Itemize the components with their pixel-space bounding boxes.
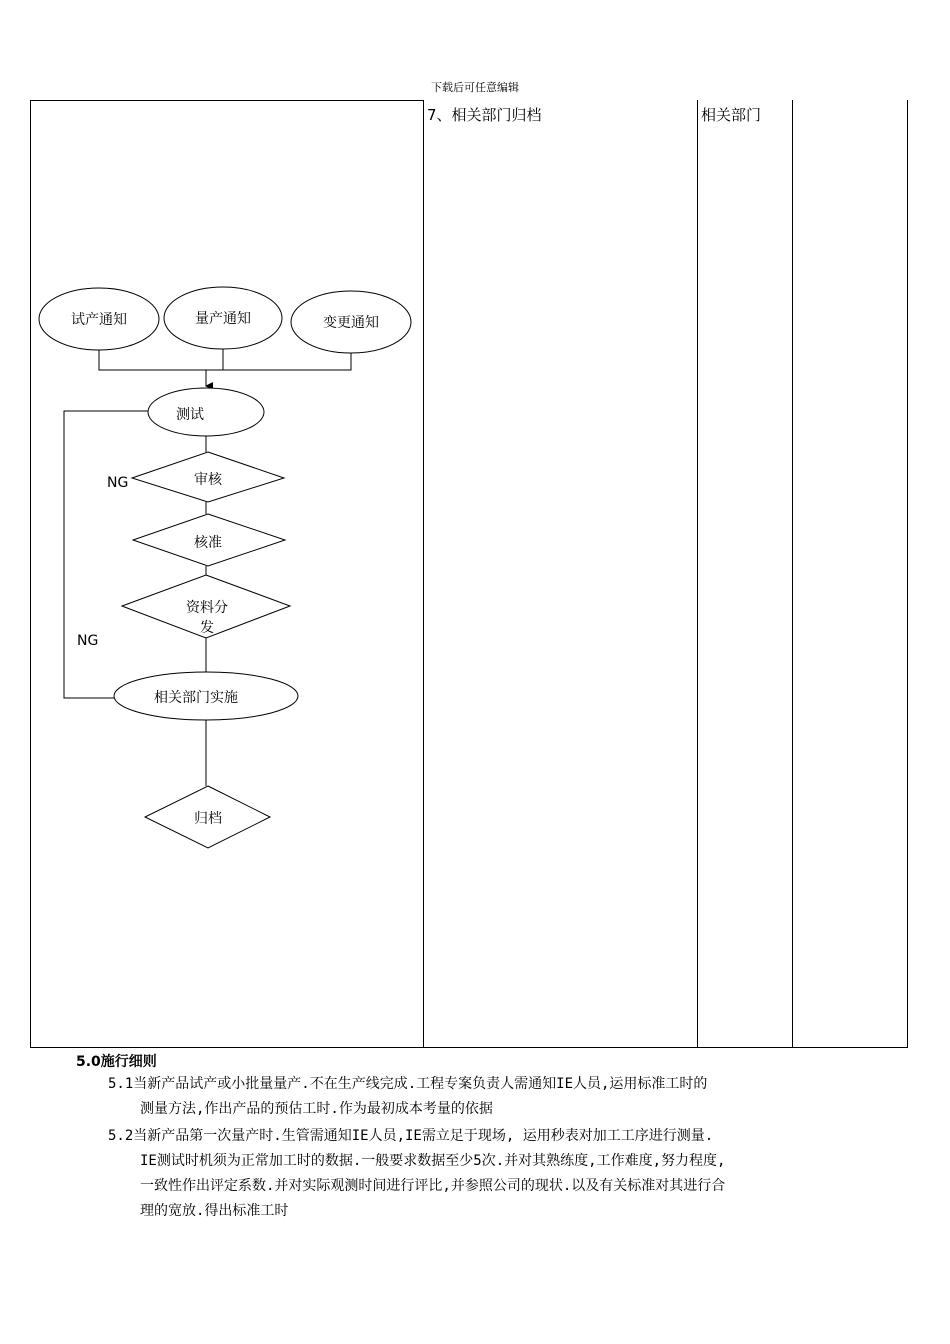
- header-note: 下载后可任意编辑: [431, 81, 519, 94]
- node-approve: [133, 514, 285, 566]
- node-test: [148, 388, 264, 436]
- node-distribute: [122, 575, 290, 638]
- node-test-label: 测试: [176, 407, 204, 423]
- paragraph-5-2-line-2: IE测试时机须为正常加工时的数据.一般要求数据至少5次.并对其熟练度,工作难度,努力程度,: [140, 1153, 726, 1169]
- node-implement-label: 相关部门实施: [154, 690, 238, 706]
- step-text: 7、相关部门归档: [427, 106, 542, 124]
- node-approve-label: 核准: [194, 535, 222, 551]
- node-trial-notice-label: 试产通知: [71, 312, 127, 328]
- ng-loop: [64, 411, 148, 698]
- node-review-label: 审核: [194, 472, 222, 488]
- node-mass-notice-label: 量产通知: [195, 311, 251, 327]
- paragraph-5-1-line-2: 测量方法,作出产品的预估工时.作为最初成本考量的依据: [140, 1101, 493, 1117]
- node-distribute-label-2: 发: [200, 620, 214, 636]
- owner-text: 相关部门: [701, 106, 762, 124]
- notice-connectors: [99, 349, 351, 386]
- node-change-notice-label: 变更通知: [323, 315, 379, 331]
- node-review: [132, 452, 284, 502]
- node-mass-notice: [164, 287, 282, 349]
- node-distribute-label-1: 资料分: [186, 600, 228, 616]
- node-change-notice: [291, 291, 411, 353]
- paragraph-5-2-line-1: 5.2当新产品第一次量产时.生管需通知IE人员,IE需立足于现场, 运用秒表对加工工序进行测量.: [108, 1128, 714, 1144]
- paragraph-5-1-line-1: 5.1当新产品试产或小批量量产.不在生产线完成.工程专案负责人需通知IE人员,运用标准工时的: [108, 1076, 708, 1092]
- node-archive-label: 归档: [194, 811, 222, 827]
- section-title: 5.0施行细则: [76, 1054, 157, 1070]
- ng-label-lower: NG: [77, 633, 99, 649]
- paragraph-5-2-line-4: 理的宽放.得出标准工时: [140, 1203, 289, 1219]
- node-archive: [145, 786, 270, 848]
- paragraph-5-1: [108, 1072, 888, 1122]
- node-implement: [114, 672, 298, 720]
- paragraph-5-2: [108, 1124, 888, 1224]
- node-trial-notice: [39, 288, 159, 350]
- ng-label-upper: NG: [107, 475, 129, 491]
- paragraph-5-2-line-3: 一致性作出评定系数.并对实际观测时间进行评比,并参照公司的现状.以及有关标准对其进行合: [140, 1178, 726, 1194]
